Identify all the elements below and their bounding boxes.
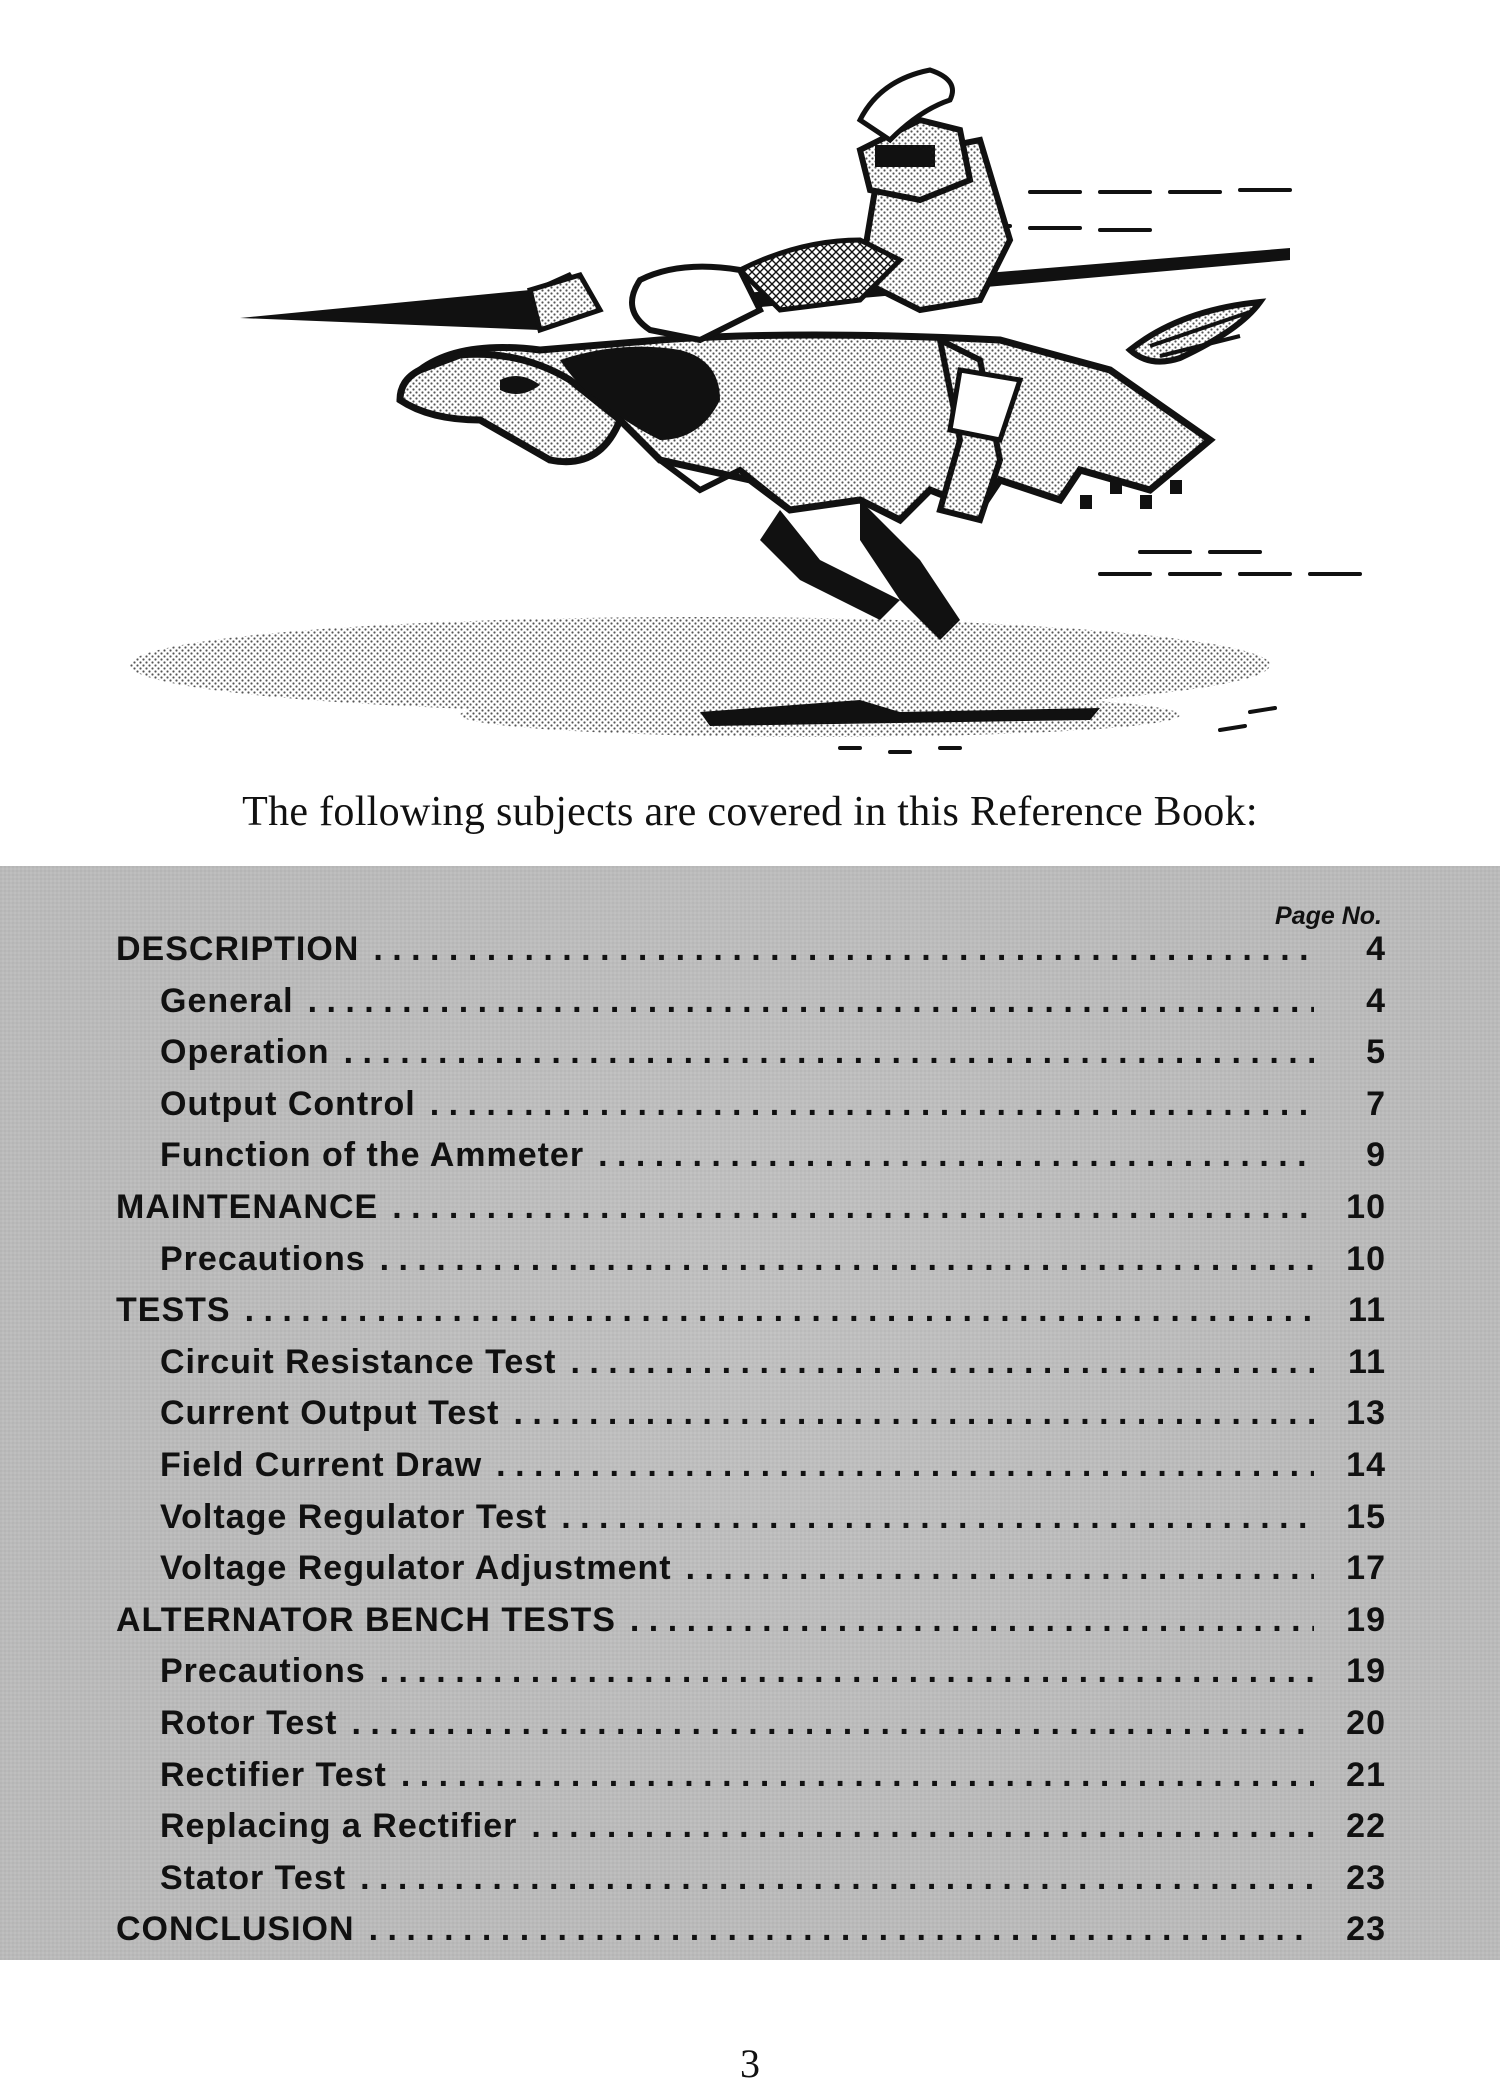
- toc-entry-title: DESCRIPTION: [116, 930, 360, 968]
- toc-entry-title: Replacing a Rectifier: [160, 1807, 518, 1846]
- toc-entry-page: 9: [1366, 1136, 1386, 1175]
- toc-entry: [116, 1601, 1386, 1653]
- toc-entry-page: 21: [1346, 1755, 1386, 1794]
- toc-entry-page: 22: [1346, 1807, 1386, 1846]
- toc-entry: [116, 1807, 1386, 1859]
- toc-entry: [116, 1136, 1386, 1188]
- toc-entry-page: 5: [1366, 1033, 1386, 1072]
- toc-entry-title: Stator Test: [160, 1858, 347, 1897]
- toc-entry: [116, 1704, 1386, 1756]
- toc-entry: [116, 1188, 1386, 1240]
- toc-entry: [116, 1652, 1386, 1704]
- toc-dot-leader: [561, 1498, 1314, 1537]
- toc-entry: [116, 930, 1386, 982]
- toc-dot-leader: [686, 1549, 1314, 1588]
- toc-list: [116, 930, 1386, 1962]
- table-of-contents: [0, 866, 1500, 1960]
- toc-dot-leader: [373, 930, 1314, 969]
- toc-entry-page: 7: [1366, 1084, 1386, 1123]
- toc-dot-leader: [392, 1188, 1314, 1227]
- toc-entry: [116, 1240, 1386, 1292]
- toc-entry: [116, 1910, 1386, 1962]
- toc-entry-page: 15: [1346, 1497, 1386, 1536]
- toc-entry-page: 14: [1346, 1445, 1386, 1484]
- toc-dot-leader: [351, 1704, 1314, 1743]
- toc-dot-leader: [496, 1446, 1314, 1485]
- toc-dot-leader: [308, 982, 1314, 1021]
- toc-entry: [116, 1549, 1386, 1601]
- toc-entry: [116, 1343, 1386, 1395]
- toc-entry: [116, 982, 1386, 1034]
- toc-entry-title: Operation: [160, 1033, 330, 1072]
- toc-entry-title: Rotor Test: [160, 1703, 338, 1742]
- toc-dot-leader: [360, 1859, 1314, 1898]
- page-number: 3: [740, 2041, 760, 2086]
- toc-entry-page: 13: [1346, 1394, 1386, 1433]
- toc-entry-page: 23: [1346, 1858, 1386, 1897]
- toc-dot-leader: [401, 1756, 1314, 1795]
- toc-entry-title: Output Control: [160, 1084, 416, 1123]
- toc-dot-leader: [369, 1910, 1314, 1949]
- page-no-header: Page No.: [1275, 902, 1382, 930]
- toc-entry-title: Circuit Resistance Test: [160, 1342, 557, 1381]
- toc-dot-leader: [380, 1652, 1314, 1691]
- toc-entry-page: 4: [1366, 930, 1386, 968]
- toc-entry-page: 10: [1346, 1239, 1386, 1278]
- toc-entry-title: Rectifier Test: [160, 1755, 387, 1794]
- toc-entry-title: Voltage Regulator Test: [160, 1497, 548, 1536]
- toc-entry-title: Field Current Draw: [160, 1445, 483, 1484]
- toc-dot-leader: [598, 1136, 1314, 1175]
- toc-entry-page: 11: [1348, 1342, 1386, 1381]
- toc-dot-leader: [245, 1291, 1314, 1330]
- toc-entry: [116, 1498, 1386, 1550]
- toc-entry-page: 4: [1366, 981, 1386, 1020]
- toc-entry-page: 11: [1348, 1291, 1386, 1330]
- toc-entry-page: 20: [1346, 1703, 1386, 1742]
- toc-entry: [116, 1085, 1386, 1137]
- toc-entry-title: Current Output Test: [160, 1394, 500, 1433]
- knight-illustration: [100, 40, 1400, 780]
- toc-dot-leader: [380, 1240, 1314, 1279]
- toc-entry-page: 19: [1346, 1600, 1386, 1639]
- toc-entry: [116, 1859, 1386, 1911]
- toc-dot-leader: [571, 1343, 1314, 1382]
- toc-entry-title: Function of the Ammeter: [160, 1136, 585, 1175]
- toc-entry: [116, 1756, 1386, 1808]
- toc-dot-leader: [344, 1033, 1314, 1072]
- jousting-knight-icon: [100, 40, 1400, 780]
- toc-entry-title: Precautions: [160, 1652, 366, 1691]
- toc-entry-title: General: [160, 981, 294, 1020]
- toc-entry-title: Voltage Regulator Adjustment: [160, 1549, 672, 1588]
- toc-entry-title: MAINTENANCE: [116, 1187, 379, 1226]
- toc-entry-page: 17: [1346, 1549, 1386, 1588]
- toc-entry: [116, 1291, 1386, 1343]
- toc-dot-leader: [531, 1807, 1314, 1846]
- toc-dot-leader: [513, 1394, 1314, 1433]
- toc-entry-title: CONCLUSION: [116, 1910, 355, 1949]
- intro-text: The following subjects are covered in this Reference Book:: [242, 789, 1258, 835]
- toc-entry-page: 23: [1346, 1910, 1386, 1949]
- toc-entry-page: 19: [1346, 1652, 1386, 1691]
- toc-dot-leader: [630, 1601, 1314, 1640]
- toc-entry-title: ALTERNATOR BENCH TESTS: [116, 1600, 616, 1639]
- toc-entry-page: 10: [1346, 1187, 1386, 1226]
- toc-entry-title: Precautions: [160, 1239, 366, 1278]
- toc-dot-leader: [430, 1085, 1314, 1124]
- toc-entry: [116, 1033, 1386, 1085]
- toc-entry: [116, 1446, 1386, 1498]
- toc-entry-title: TESTS: [116, 1291, 231, 1330]
- toc-entry: [116, 1394, 1386, 1446]
